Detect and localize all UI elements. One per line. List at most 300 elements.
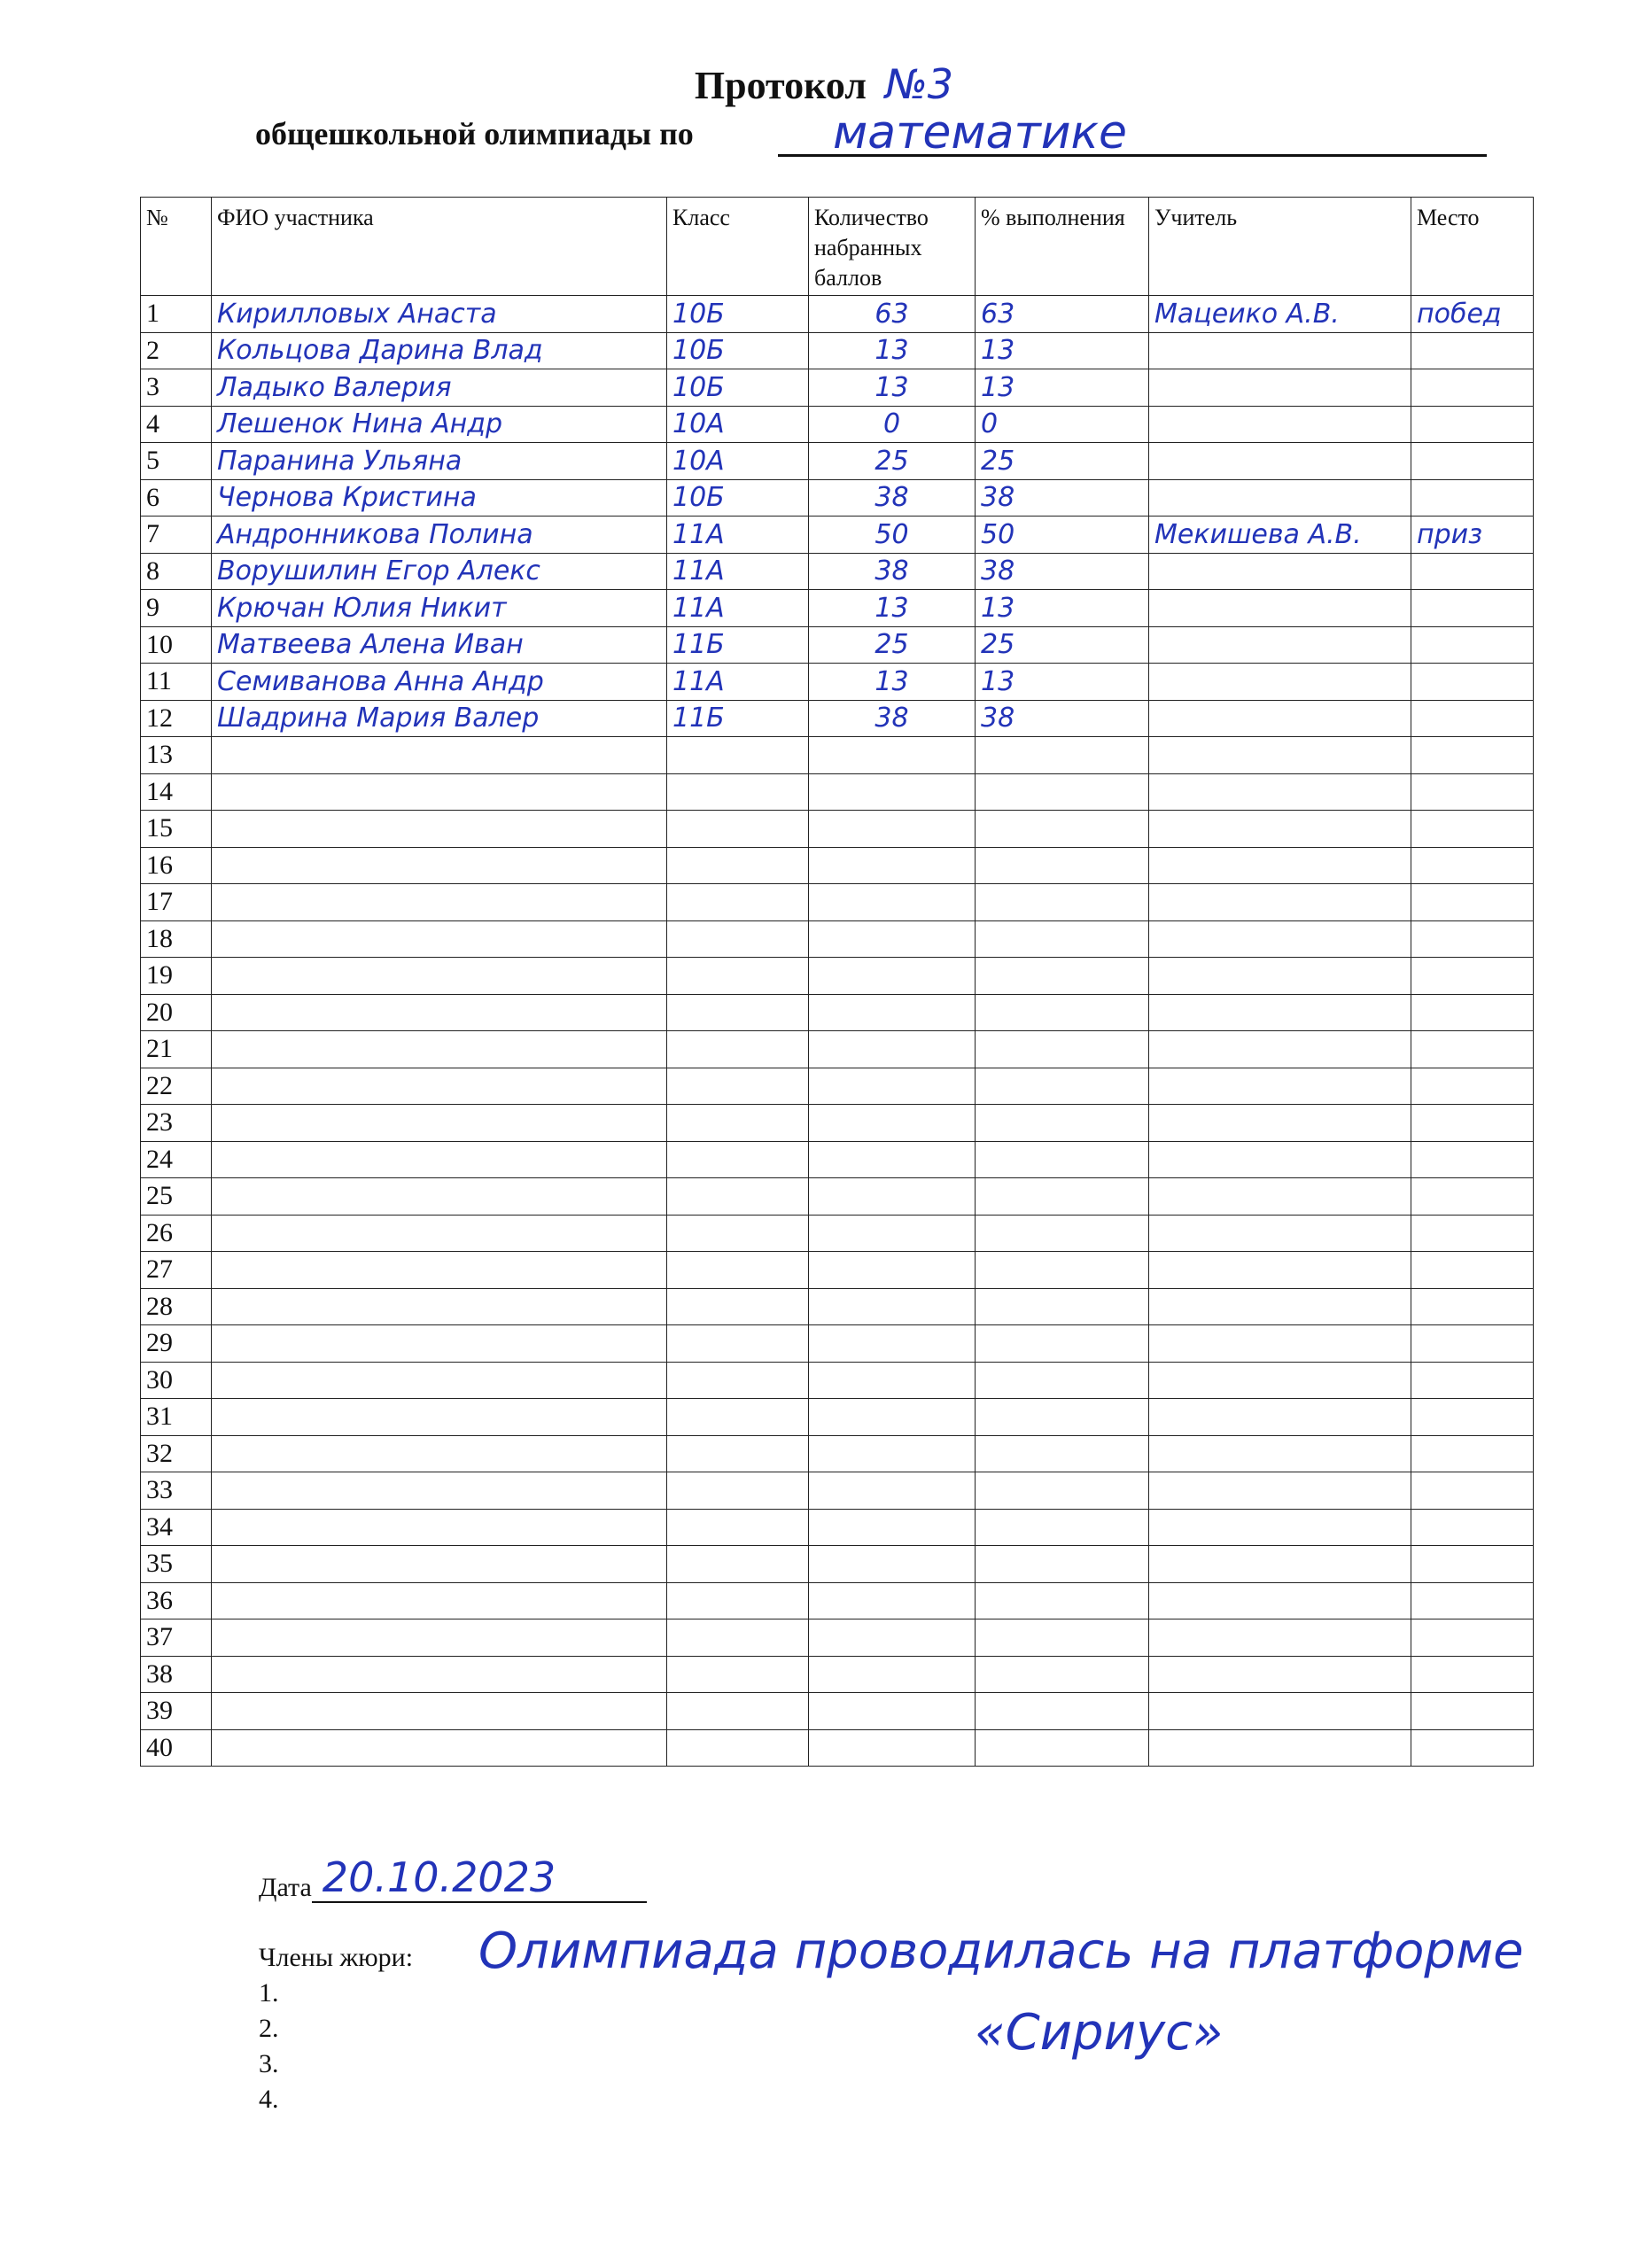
participant-teacher: Мекишева А.В. <box>1149 517 1411 554</box>
participant-name: Кирилловых Анаста <box>212 296 667 333</box>
table-row <box>141 1435 1534 1472</box>
jury-line-1: 1. <box>259 1978 279 2008</box>
participant-class <box>667 1362 809 1399</box>
participant-percent: 13 <box>976 664 1149 701</box>
participant-place <box>1411 1031 1534 1068</box>
table-row <box>141 1215 1534 1252</box>
participant-class <box>667 1619 809 1657</box>
participant-teacher <box>1149 994 1411 1031</box>
header-row <box>141 198 1534 296</box>
participant-teacher <box>1149 369 1411 407</box>
participant-score <box>809 1729 976 1767</box>
participant-teacher <box>1149 1031 1411 1068</box>
participant-score <box>809 1509 976 1546</box>
participant-name: Семиванова Анна Андр <box>212 664 667 701</box>
participant-teacher <box>1149 1068 1411 1105</box>
row-number: 37 <box>141 1619 212 1657</box>
row-number: 22 <box>141 1068 212 1105</box>
row-number: 5 <box>141 443 212 480</box>
participant-name <box>212 811 667 848</box>
participant-place <box>1411 773 1534 811</box>
participant-score <box>809 1141 976 1178</box>
participant-teacher <box>1149 626 1411 664</box>
participant-place <box>1411 958 1534 995</box>
participant-teacher <box>1149 1656 1411 1693</box>
participant-score: 13 <box>809 369 976 407</box>
table-row <box>141 1068 1534 1105</box>
participant-score <box>809 1031 976 1068</box>
participant-class <box>667 1472 809 1510</box>
jury-line-4: 4. <box>259 2085 279 2114</box>
row-number: 14 <box>141 773 212 811</box>
participant-score <box>809 1582 976 1619</box>
row-number: 7 <box>141 517 212 554</box>
participant-teacher <box>1149 664 1411 701</box>
row-number: 8 <box>141 553 212 590</box>
row-number: 1 <box>141 296 212 333</box>
participant-percent <box>976 1215 1149 1252</box>
participant-place <box>1411 1215 1534 1252</box>
table-row <box>141 517 1534 554</box>
row-number: 6 <box>141 479 212 517</box>
jury-block <box>259 1940 413 2117</box>
row-number: 2 <box>141 332 212 369</box>
table-row <box>141 1031 1534 1068</box>
row-number: 30 <box>141 1362 212 1399</box>
participant-class: 11Б <box>667 626 809 664</box>
participant-teacher <box>1149 1472 1411 1510</box>
participant-place <box>1411 553 1534 590</box>
participant-place: побед <box>1411 296 1534 333</box>
participant-percent <box>976 1546 1149 1583</box>
row-number: 23 <box>141 1105 212 1142</box>
participant-name <box>212 1031 667 1068</box>
table-row <box>141 1399 1534 1436</box>
participant-percent <box>976 1656 1149 1693</box>
table-row <box>141 1546 1534 1583</box>
table-row <box>141 1509 1534 1546</box>
participant-class: 11А <box>667 517 809 554</box>
col-percent: % выполнения <box>976 198 1149 296</box>
participant-place <box>1411 443 1534 480</box>
participant-name <box>212 1325 667 1363</box>
table-row <box>141 1693 1534 1730</box>
participant-percent: 13 <box>976 590 1149 627</box>
table-row <box>141 1472 1534 1510</box>
participant-percent: 38 <box>976 553 1149 590</box>
participant-score <box>809 1178 976 1216</box>
participant-score <box>809 1472 976 1510</box>
participant-percent: 25 <box>976 626 1149 664</box>
participant-class: 11А <box>667 664 809 701</box>
participant-score: 13 <box>809 332 976 369</box>
row-number: 4 <box>141 406 212 443</box>
participant-percent <box>976 773 1149 811</box>
participant-score <box>809 1693 976 1730</box>
participant-class: 11Б <box>667 700 809 737</box>
participant-percent <box>976 1582 1149 1619</box>
participant-class <box>667 994 809 1031</box>
participant-score: 13 <box>809 590 976 627</box>
participant-percent <box>976 737 1149 774</box>
participant-place <box>1411 1546 1534 1583</box>
participant-percent <box>976 1141 1149 1178</box>
participant-name <box>212 958 667 995</box>
participant-place <box>1411 1105 1534 1142</box>
jury-line-3: 3. <box>259 2049 279 2078</box>
participant-name: Матвеева Алена Иван <box>212 626 667 664</box>
participant-teacher <box>1149 884 1411 921</box>
jury-label: Члены жюри: <box>259 1943 414 1972</box>
participant-teacher <box>1149 1729 1411 1767</box>
row-number: 31 <box>141 1399 212 1436</box>
participant-teacher <box>1149 1435 1411 1472</box>
title-number-handwritten: №3 <box>884 60 954 108</box>
participant-name <box>212 1582 667 1619</box>
participant-score <box>809 847 976 884</box>
participant-percent <box>976 1362 1149 1399</box>
results-table <box>140 197 1534 1767</box>
table-row <box>141 884 1534 921</box>
col-score: Количество набранных баллов <box>809 198 976 296</box>
participant-class <box>667 958 809 995</box>
participant-score <box>809 1068 976 1105</box>
participant-place <box>1411 1729 1534 1767</box>
participant-teacher <box>1149 737 1411 774</box>
participant-place <box>1411 920 1534 958</box>
table-row <box>141 920 1534 958</box>
row-number: 25 <box>141 1178 212 1216</box>
date-label: Дата <box>259 1873 312 1902</box>
participant-score: 38 <box>809 553 976 590</box>
participant-place <box>1411 1362 1534 1399</box>
participant-teacher <box>1149 811 1411 848</box>
table-row <box>141 773 1534 811</box>
row-number: 38 <box>141 1656 212 1693</box>
participant-place <box>1411 1325 1534 1363</box>
table-row <box>141 369 1534 407</box>
participant-score <box>809 1215 976 1252</box>
col-number: № <box>141 198 212 296</box>
participant-place <box>1411 1582 1534 1619</box>
participant-class: 10А <box>667 443 809 480</box>
participant-place <box>1411 1619 1534 1657</box>
row-number: 10 <box>141 626 212 664</box>
row-number: 27 <box>141 1252 212 1289</box>
participant-name: Крючан Юлия Никит <box>212 590 667 627</box>
participant-place <box>1411 332 1534 369</box>
participant-name <box>212 1178 667 1216</box>
participant-percent <box>976 1105 1149 1142</box>
participant-place <box>1411 700 1534 737</box>
row-number: 15 <box>141 811 212 848</box>
participant-name <box>212 1105 667 1142</box>
participant-score <box>809 1105 976 1142</box>
participant-teacher <box>1149 1325 1411 1363</box>
participant-percent <box>976 920 1149 958</box>
participant-percent: 13 <box>976 332 1149 369</box>
row-number: 34 <box>141 1509 212 1546</box>
row-number: 3 <box>141 369 212 407</box>
participant-place <box>1411 369 1534 407</box>
participant-score <box>809 1399 976 1436</box>
participant-name: Кольцова Дарина Влад <box>212 332 667 369</box>
table-row <box>141 296 1534 333</box>
table-row <box>141 332 1534 369</box>
participant-percent <box>976 958 1149 995</box>
participant-class: 10А <box>667 406 809 443</box>
participant-score <box>809 1656 976 1693</box>
participant-teacher <box>1149 1141 1411 1178</box>
table-row <box>141 406 1534 443</box>
participant-percent: 38 <box>976 700 1149 737</box>
row-number: 17 <box>141 884 212 921</box>
participant-place <box>1411 406 1534 443</box>
participant-percent <box>976 1729 1149 1767</box>
participant-class <box>667 920 809 958</box>
row-number: 9 <box>141 590 212 627</box>
participant-teacher <box>1149 1619 1411 1657</box>
participant-score <box>809 1619 976 1657</box>
participant-teacher <box>1149 1509 1411 1546</box>
row-number: 18 <box>141 920 212 958</box>
participant-score <box>809 1288 976 1325</box>
participant-score <box>809 1362 976 1399</box>
row-number: 26 <box>141 1215 212 1252</box>
participant-name <box>212 1509 667 1546</box>
participant-percent: 25 <box>976 443 1149 480</box>
row-number: 20 <box>141 994 212 1031</box>
table-row <box>141 1252 1534 1289</box>
table-row <box>141 994 1534 1031</box>
participant-place <box>1411 1693 1534 1730</box>
participant-name <box>212 1252 667 1289</box>
table-row <box>141 443 1534 480</box>
participant-score <box>809 737 976 774</box>
table-row <box>141 1105 1534 1142</box>
participant-teacher <box>1149 773 1411 811</box>
row-number: 35 <box>141 1546 212 1583</box>
table-row <box>141 553 1534 590</box>
participant-score <box>809 1325 976 1363</box>
participant-teacher <box>1149 406 1411 443</box>
row-number: 40 <box>141 1729 212 1767</box>
participant-name <box>212 920 667 958</box>
row-number: 36 <box>141 1582 212 1619</box>
participant-class: 10Б <box>667 479 809 517</box>
table-row <box>141 700 1534 737</box>
participant-class <box>667 1325 809 1363</box>
participant-place <box>1411 811 1534 848</box>
participant-percent <box>976 1472 1149 1510</box>
participant-name <box>212 1141 667 1178</box>
participant-name <box>212 1215 667 1252</box>
participant-percent <box>976 847 1149 884</box>
participant-place <box>1411 1178 1534 1216</box>
participant-teacher <box>1149 553 1411 590</box>
participant-place <box>1411 1472 1534 1510</box>
participant-percent: 13 <box>976 369 1149 407</box>
table-row <box>141 1178 1534 1216</box>
participant-place <box>1411 1068 1534 1105</box>
participant-teacher <box>1149 1105 1411 1142</box>
participant-class <box>667 1215 809 1252</box>
participant-name <box>212 737 667 774</box>
row-number: 13 <box>141 737 212 774</box>
participant-name: Шадрина Мария Валер <box>212 700 667 737</box>
participant-teacher <box>1149 1215 1411 1252</box>
table-row <box>141 664 1534 701</box>
participant-name <box>212 1435 667 1472</box>
table-row <box>141 479 1534 517</box>
participant-class <box>667 1435 809 1472</box>
participant-class <box>667 1582 809 1619</box>
participant-percent: 38 <box>976 479 1149 517</box>
participant-name <box>212 994 667 1031</box>
participant-class: 11А <box>667 553 809 590</box>
row-number: 19 <box>141 958 212 995</box>
participant-place <box>1411 626 1534 664</box>
participant-name: Лешенок Нина Андр <box>212 406 667 443</box>
participant-class <box>667 1729 809 1767</box>
date-handwritten: 20.10.2023 <box>322 1853 556 1901</box>
participant-name <box>212 773 667 811</box>
participant-name <box>212 1729 667 1767</box>
participant-name <box>212 1656 667 1693</box>
participant-name <box>212 1288 667 1325</box>
row-number: 12 <box>141 700 212 737</box>
participant-score <box>809 884 976 921</box>
participant-score <box>809 958 976 995</box>
participant-place <box>1411 479 1534 517</box>
participant-percent: 63 <box>976 296 1149 333</box>
participant-class <box>667 1399 809 1436</box>
participant-teacher <box>1149 1178 1411 1216</box>
row-number: 11 <box>141 664 212 701</box>
row-number: 29 <box>141 1325 212 1363</box>
participant-score: 38 <box>809 700 976 737</box>
participant-percent <box>976 1619 1149 1657</box>
table-row <box>141 1288 1534 1325</box>
participant-name <box>212 884 667 921</box>
participant-teacher <box>1149 332 1411 369</box>
table-row <box>141 1656 1534 1693</box>
participant-class <box>667 1068 809 1105</box>
participant-class <box>667 1105 809 1142</box>
participant-teacher <box>1149 700 1411 737</box>
participant-score: 38 <box>809 479 976 517</box>
participant-score <box>809 994 976 1031</box>
participant-class <box>667 737 809 774</box>
jury-note-handwritten-2: «Сириус» <box>975 2004 1224 2062</box>
participant-percent: 0 <box>976 406 1149 443</box>
participant-place <box>1411 1509 1534 1546</box>
participant-name: Чернова Кристина <box>212 479 667 517</box>
participant-score: 25 <box>809 443 976 480</box>
participant-percent <box>976 1693 1149 1730</box>
participant-class <box>667 811 809 848</box>
participant-class <box>667 1178 809 1216</box>
jury-line-2: 2. <box>259 2014 279 2043</box>
participant-percent <box>976 1509 1149 1546</box>
table-row <box>141 1325 1534 1363</box>
participant-percent: 50 <box>976 517 1149 554</box>
participant-class <box>667 1656 809 1693</box>
participant-name: Паранина Ульяна <box>212 443 667 480</box>
date-underline <box>312 1853 647 1903</box>
participant-teacher <box>1149 1399 1411 1436</box>
participant-teacher <box>1149 958 1411 995</box>
participant-teacher <box>1149 920 1411 958</box>
row-number: 24 <box>141 1141 212 1178</box>
participant-score <box>809 1435 976 1472</box>
participant-score: 0 <box>809 406 976 443</box>
participant-percent <box>976 1031 1149 1068</box>
participant-teacher <box>1149 590 1411 627</box>
participant-score: 13 <box>809 664 976 701</box>
table-row <box>141 626 1534 664</box>
participant-teacher <box>1149 1252 1411 1289</box>
participant-class <box>667 1509 809 1546</box>
participant-class <box>667 773 809 811</box>
participant-name <box>212 1619 667 1657</box>
participant-name <box>212 847 667 884</box>
participant-place <box>1411 1252 1534 1289</box>
participant-name <box>212 1693 667 1730</box>
participant-class <box>667 1546 809 1583</box>
participant-score <box>809 811 976 848</box>
participant-teacher <box>1149 1546 1411 1583</box>
participant-class <box>667 1693 809 1730</box>
participant-percent <box>976 1288 1149 1325</box>
participant-percent <box>976 994 1149 1031</box>
participant-teacher <box>1149 479 1411 517</box>
participant-place <box>1411 1141 1534 1178</box>
row-number: 28 <box>141 1288 212 1325</box>
participant-class <box>667 1288 809 1325</box>
col-place: Место <box>1411 198 1534 296</box>
participant-name <box>212 1362 667 1399</box>
participant-name: Ворушилин Егор Алекс <box>212 553 667 590</box>
participant-place <box>1411 1656 1534 1693</box>
participant-class: 10Б <box>667 296 809 333</box>
participant-score: 25 <box>809 626 976 664</box>
participant-percent <box>976 811 1149 848</box>
participant-teacher <box>1149 443 1411 480</box>
participant-class <box>667 1252 809 1289</box>
row-number: 39 <box>141 1693 212 1730</box>
table-row <box>141 1619 1534 1657</box>
participant-place <box>1411 664 1534 701</box>
participant-score: 63 <box>809 296 976 333</box>
participant-class <box>667 847 809 884</box>
participant-score <box>809 1252 976 1289</box>
participant-percent <box>976 1325 1149 1363</box>
col-fio: ФИО участника <box>212 198 667 296</box>
protocol-title <box>0 60 1648 108</box>
participant-class <box>667 884 809 921</box>
participant-place <box>1411 1435 1534 1472</box>
row-number: 32 <box>141 1435 212 1472</box>
participant-place <box>1411 737 1534 774</box>
participant-percent <box>976 1252 1149 1289</box>
participant-percent <box>976 1178 1149 1216</box>
table-row <box>141 811 1534 848</box>
participant-score: 50 <box>809 517 976 554</box>
col-class: Класс <box>667 198 809 296</box>
table-row <box>141 590 1534 627</box>
participant-name <box>212 1472 667 1510</box>
